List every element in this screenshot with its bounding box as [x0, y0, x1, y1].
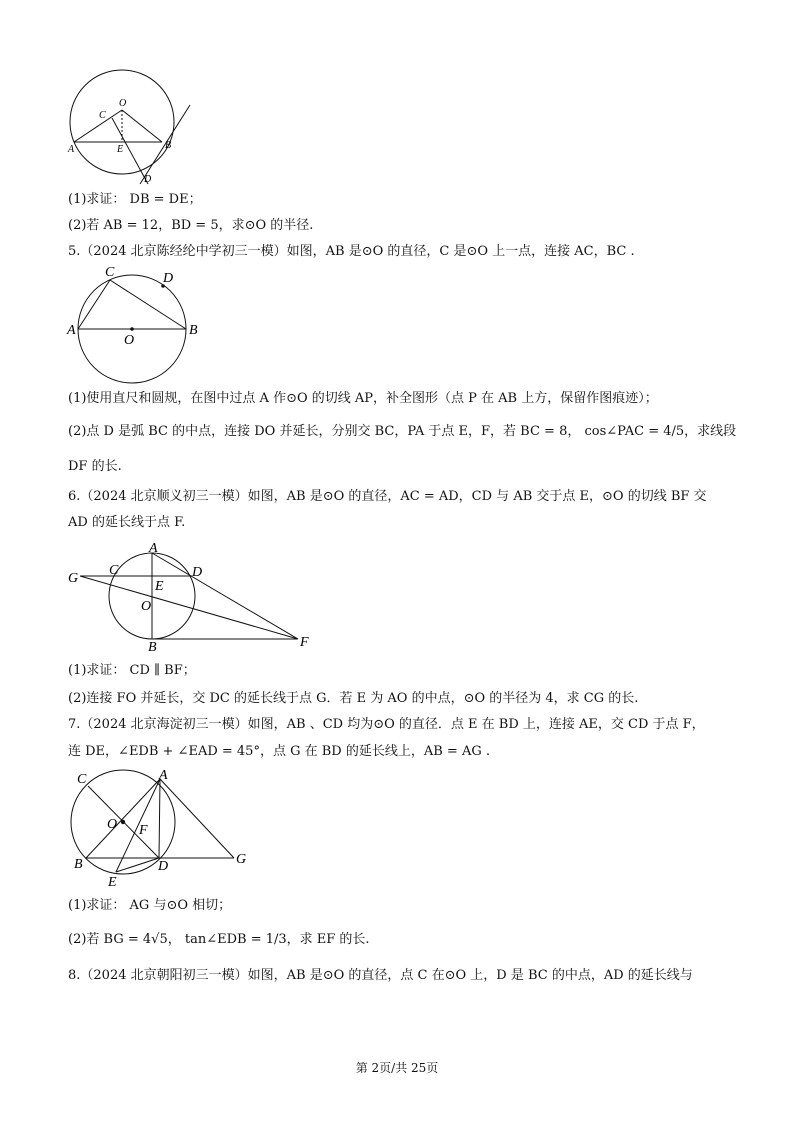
p5-part2-cos: cos∠PAC = 4/5 [584, 424, 685, 439]
figure-problem-6 [64, 538, 324, 654]
label-A: A [149, 541, 158, 556]
label-B: B [189, 323, 198, 338]
label-O: O [119, 98, 127, 109]
p6-part2: (2)连接 FO 并延长，交 DC 的延长线于点 G．若 E 为 AO 的中点，⊙O 的半径为 4，求 CG 的长. [68, 691, 639, 706]
label-G: G [236, 852, 247, 867]
page-footer: 第 2页/共 25页 [355, 1061, 439, 1075]
p5-part2-cont: DF 的长. [68, 459, 122, 474]
p5-part2-text-a: (2)点 D 是弧 BC 的中点，连接 DO 并延长，分别交 BC，PA 于点 E，F，若 BC = 8， [68, 424, 581, 439]
label-C: C [109, 563, 119, 578]
label-O: O [124, 333, 135, 348]
label-E: E [108, 875, 117, 890]
label-E: E [117, 144, 124, 155]
geometry-diagram [60, 60, 200, 188]
label-C: C [99, 110, 106, 121]
figure-problem-4 [60, 60, 200, 188]
label-D: D [158, 859, 169, 874]
label-E: E [155, 579, 164, 594]
label-A: A [67, 323, 76, 338]
label-B: B [165, 140, 172, 151]
label-C: C [105, 265, 115, 280]
label-B: B [74, 857, 83, 872]
label-D: D [144, 174, 152, 185]
label-A: A [159, 768, 168, 783]
p6-part1: (1)求证： CD ∥ BF； [68, 663, 196, 678]
p7-part2-text-a: (2)若 BG = 4√5， [68, 932, 181, 947]
geometry-diagram [62, 262, 212, 386]
label-G: G [68, 571, 79, 586]
p5-stem: 5.（2024 北京陈经纶中学初三一模）如图，AB 是⊙O 的直径，C 是⊙O 上一点，连接 AC，BC . [68, 244, 635, 259]
p7-part1: (1)求证： AG 与⊙O 相切； [68, 898, 232, 913]
figure-problem-5 [62, 262, 212, 386]
p4-part1: (1)求证： DB = DE； [68, 192, 202, 207]
p4-part2: (2)若 AB = 12，BD = 5，求⊙O 的半径. [68, 218, 314, 233]
p7-stem-a: 7.（2024 北京海淀初三一模）如图，AB 、CD 均为⊙O 的直径．点 E 在 BD 上，连接 AE，交 CD 于点 F， [68, 717, 705, 732]
p8-stem: 8.（2024 北京朝阳初三一模）如图，AB 是⊙O 的直径，点 C 在⊙O 上，D 是 BC 的中点，AD 的延长线与 [68, 968, 693, 983]
label-O: O [107, 817, 118, 832]
p7-part2-tan: tan∠EDB = 1/3 [184, 932, 287, 947]
geometry-diagram [64, 766, 264, 892]
p6-stem-a: 6.（2024 北京顺义初三一模）如图，AB 是⊙O 的直径，AC = AD，CD 与 AB 交于点 E，⊙O 的切线 BF 交 [68, 489, 707, 504]
label-C: C [77, 772, 87, 787]
label-A: A [68, 144, 75, 155]
p5-part1: (1)使用直尺和圆规，在图中过点 A 作⊙O 的切线 AP，补全图形（点 P 在 AB 上方，保留作图痕迹）； [68, 391, 658, 406]
label-F: F [139, 823, 148, 838]
label-D: D [163, 271, 174, 286]
p7-part2-text-b: ，求 EF 的长. [286, 932, 370, 947]
label-O: O [141, 599, 152, 614]
p7-part2 [68, 931, 370, 949]
p5-part2-text-b: ，求线段 [684, 424, 737, 439]
figure-problem-7 [64, 766, 264, 892]
label-D: D [192, 565, 203, 580]
p5-part2 [68, 423, 736, 441]
p7-stem-b: 连 DE，∠EDB + ∠EAD = 45°，点 G 在 BD 的延长线上，AB = AG . [68, 744, 490, 759]
p6-stem-b: AD 的延长线于点 F. [68, 515, 186, 530]
label-F: F [300, 635, 309, 650]
label-B: B [148, 640, 157, 655]
geometry-diagram [64, 538, 324, 654]
